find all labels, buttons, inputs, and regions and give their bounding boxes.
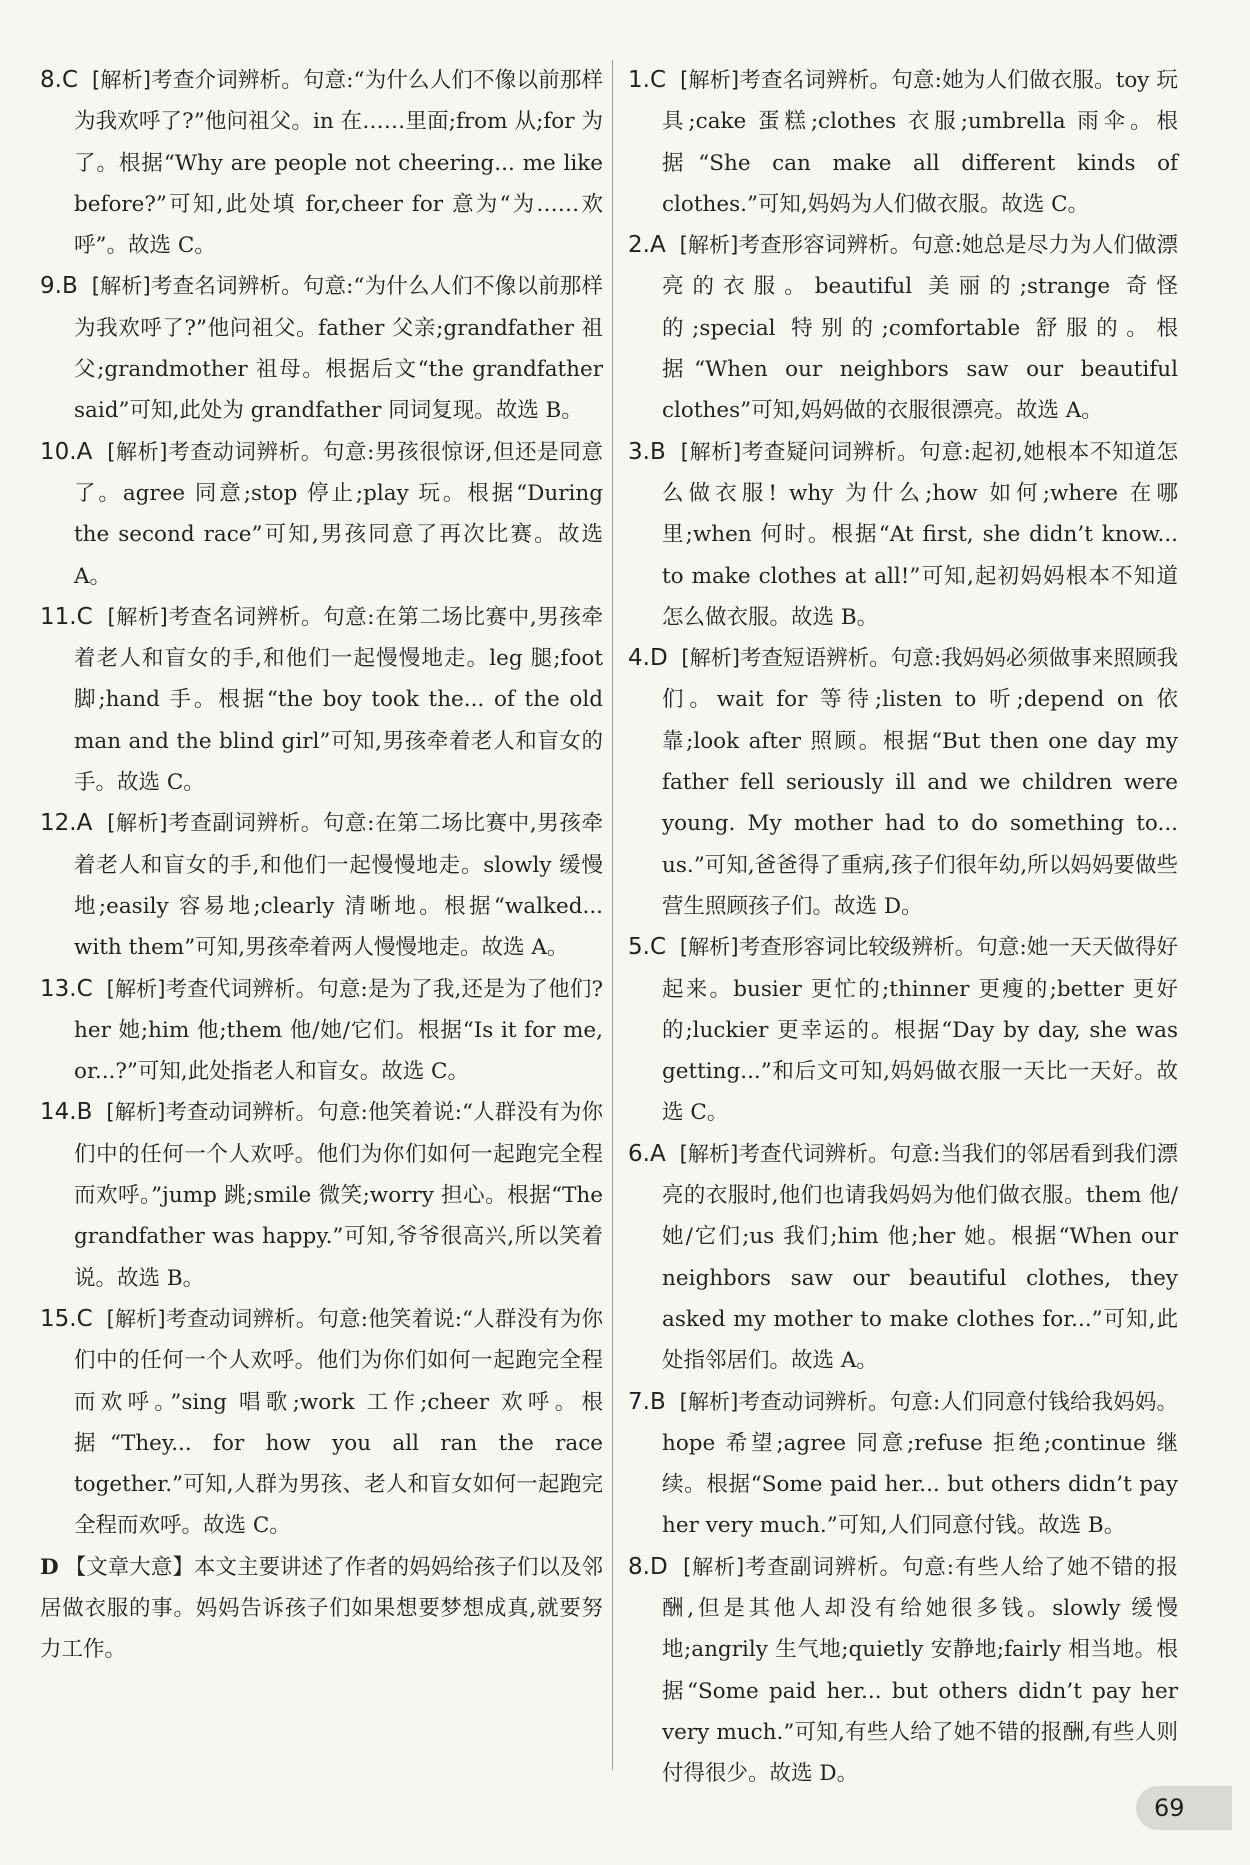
item-answer: D xyxy=(649,1553,668,1580)
item-answer: C xyxy=(61,67,79,93)
item-answer: C xyxy=(649,67,667,93)
analysis-tag: [解析] xyxy=(106,1306,166,1331)
analysis-tag: [解析] xyxy=(107,439,168,464)
item-number: 13. xyxy=(40,975,77,1002)
analysis-tag: [解析] xyxy=(107,604,168,629)
item-explanation: 考查名词辨析。句意:她为人们做衣服。toy 玩具;cake 蛋糕;clothes 衣服;umbrella 雨伞。根据“She can make all different kinds of clothes.”可知,妈妈为人们做衣服。故选 C。 xyxy=(662,68,1178,217)
page-number: 69 xyxy=(1136,1786,1232,1830)
item-explanation: 考查动词辨析。句意:人们同意付钱给我妈妈。hope 希望;agree 同意;refuse 拒绝;continue 继续。根据“Some paid her... but others didn’t pay her very much.”可知,人们同意付钱。故选 B。 xyxy=(662,1389,1179,1539)
item-answer: A xyxy=(649,232,666,259)
item-answer: A xyxy=(76,438,93,465)
answer-item xyxy=(40,266,603,431)
item-answer: B xyxy=(76,1099,93,1126)
item-explanation: 考查动词辨析。句意:男孩很惊讶,但还是同意了。agree 同意;stop 停止;play 玩。根据“During the second race”可知,男孩同意了再次比赛。故选 A。 xyxy=(74,439,603,589)
item-number: 9. xyxy=(40,273,62,300)
item-number: 8. xyxy=(628,1553,650,1580)
item-number: 1. xyxy=(628,67,650,93)
summary-text: 本文主要讲述了作者的妈妈给孩子们以及邻居做衣服的事。妈妈告诉孩子们如果想要梦想成真,就要努力工作。 xyxy=(40,1554,603,1663)
item-answer: C xyxy=(649,934,667,961)
item-answer: C xyxy=(76,1305,93,1332)
item-explanation: 考查短语辨析。句意:我妈妈必须做事来照顾我们。wait for 等待;listen to 听;depend on 依靠;look after 照顾。根据“But then one day my father fell seriously ill and we children were young. My mother had to do something to... us.”可知,爸爸得了重病,孩子们很年幼,所以妈妈要做些营生照顾孩子们。故选 D。 xyxy=(662,646,1179,919)
item-number: 3. xyxy=(628,438,650,465)
answer-item xyxy=(628,60,1178,225)
item-explanation: 考查动词辨析。句意:他笑着说:“人群没有为你们中的任何一个人欢呼。他们为你们如何一起跑完全程而欢呼。”sing 唱歌;work 工作;cheer 欢呼。根据“They... for how you all ran the race together.”可知,人群为男孩、老人和盲女如何一起跑完全程而欢呼。故选 C。 xyxy=(74,1306,604,1539)
answer-item xyxy=(628,1382,1178,1547)
item-explanation: 考查副词辨析。句意:在第二场比赛中,男孩牵着老人和盲女的手,和他们一起慢慢地走。slowly 缓慢地;easily 容易地;clearly 清晰地。根据“walked... with them”可知,男孩牵着两人慢慢地走。故选 A。 xyxy=(74,811,603,961)
item-answer: A xyxy=(649,1140,666,1167)
item-explanation: 考查形容词比较级辨析。句意:她一天天做得好起来。busier 更忙的;thinner 更瘦的;better 更好的;luckier 更幸运的。根据“Day by day, she was getting...”和后文可知,妈妈做衣服一天比一天好。故选 C。 xyxy=(662,935,1178,1126)
item-explanation: 考查形容词辨析。句意:她总是尽力为人们做漂亮的衣服。beautiful 美丽的;strange 奇怪的;special 特别的;comfortable 舒服的。根据“When our neighbors saw our beautiful clothes”可知,妈妈做的衣服很漂亮。故选 A。 xyxy=(662,233,1178,424)
answer-item xyxy=(40,432,603,597)
item-answer: D xyxy=(649,645,668,672)
item-number: 10. xyxy=(40,438,77,465)
item-explanation: 考查代词辨析。句意:是为了我,还是为了他们? her 她;him 他;them 他/她/它们。根据“Is it for me, or...?”可知,此处指老人和盲女。故选 C。 xyxy=(74,976,604,1085)
answer-item xyxy=(40,1092,603,1298)
analysis-tag: [解析] xyxy=(92,68,151,92)
article-summary xyxy=(40,1547,603,1671)
item-number: 11. xyxy=(40,603,77,630)
item-number: 14. xyxy=(40,1099,77,1126)
item-number: 2. xyxy=(628,232,650,259)
item-number: 6. xyxy=(628,1140,650,1167)
answer-item xyxy=(628,1547,1178,1795)
answer-item xyxy=(628,1134,1178,1382)
analysis-tag: [解析] xyxy=(91,274,151,299)
item-answer: B xyxy=(649,438,666,465)
answer-item xyxy=(628,432,1178,638)
analysis-tag: [解析] xyxy=(679,935,739,960)
answer-item xyxy=(628,638,1178,927)
analysis-tag: [解析] xyxy=(679,233,739,258)
item-explanation: 考查副词辨析。句意:有些人给了她不错的报酬,但是其他人却没有给她很多钱。slowly 缓慢地;angrily 生气地;quietly 安静地;fairly 相当地。根据“Some paid her... but others didn’t pay her very much.”可知,有些人给了她不错的报酬,有些人则付得很少。故选 D。 xyxy=(662,1554,1179,1787)
item-number: 5. xyxy=(628,934,650,961)
analysis-tag: [解析] xyxy=(680,439,742,464)
item-answer: C xyxy=(76,975,93,1002)
item-explanation: 考查代词辨析。句意:当我们的邻居看到我们漂亮的衣服时,他们也请我妈妈为他们做衣服。them 他/她/它们;us 我们;him 他;her 她。根据“When our neighbors saw our beautiful clothes, they asked my mother to make clothes for...”可知,此处指邻居们。故选 A。 xyxy=(662,1141,1178,1374)
item-explanation: 考查动词辨析。句意:他笑着说:“人群没有为你们中的任何一个人欢呼。他们为你们如何一起跑完全程而欢呼。”jump 跳;smile 微笑;worry 担心。根据“The grandfather was happy.”可知,爷爷很高兴,所以笑着说。故选 B。 xyxy=(74,1100,604,1291)
analysis-tag: [解析] xyxy=(679,1141,739,1166)
answer-item xyxy=(40,969,603,1093)
answer-item xyxy=(40,60,603,266)
item-explanation: 考查疑问词辨析。句意:起初,她根本不知道怎么做衣服! why 为什么;how 如何;where 在哪里;when 何时。根据“At first, she didn’t know... to make clothes at all!”可知,起初妈妈根本不知道怎么做衣服。故选 B。 xyxy=(662,439,1178,630)
answer-item xyxy=(40,1299,603,1547)
analysis-tag: [解析] xyxy=(681,646,740,671)
analysis-tag: [解析] xyxy=(107,811,168,836)
column-divider xyxy=(612,60,613,1770)
right-column xyxy=(628,60,1178,1794)
item-answer: C xyxy=(76,603,93,630)
summary-heading: 【文章大意】 xyxy=(64,1554,194,1580)
item-explanation: 考查名词辨析。句意:在第二场比赛中,男孩牵着老人和盲女的手,和他们一起慢慢地走。leg 腿;foot 脚;hand 手。根据“the boy took the... of the old man and the blind girl”可知,男孩牵着老人和盲女的手。故选 C。 xyxy=(74,604,603,796)
answer-item xyxy=(40,597,603,803)
answer-item xyxy=(628,927,1178,1133)
analysis-tag: [解析] xyxy=(680,68,740,92)
item-answer: B xyxy=(649,1388,666,1415)
item-number: 7. xyxy=(628,1388,650,1415)
item-answer: B xyxy=(61,273,78,300)
analysis-tag: [解析] xyxy=(106,1100,166,1125)
section-letter: D xyxy=(40,1554,59,1580)
item-number: 4. xyxy=(628,645,650,672)
analysis-tag: [解析] xyxy=(683,1554,745,1579)
item-answer: A xyxy=(76,810,93,837)
left-column xyxy=(40,60,603,1671)
item-number: 8. xyxy=(40,67,62,93)
item-number: 15. xyxy=(40,1305,77,1332)
analysis-tag: [解析] xyxy=(106,976,166,1001)
answer-item xyxy=(628,225,1178,431)
item-number: 12. xyxy=(40,810,77,837)
item-explanation: 考查介词辨析。句意:“为什么人们不像以前那样为我欢呼了?”他问祖父。in 在……里面;from 从;for 为了。根据“Why are people not cheering... me like before?”可知,此处填 for,cheer for 意为“为……欢呼”。故选 C。 xyxy=(74,68,603,259)
answer-item xyxy=(40,803,603,968)
item-explanation: 考查名词辨析。句意:“为什么人们不像以前那样为我欢呼了?”他问祖父。father 父亲;grandfather 祖父;grandmother 祖母。根据后文“the grandfather said”可知,此处为 grandfather 同词复现。故选 B。 xyxy=(74,274,604,424)
analysis-tag: [解析] xyxy=(679,1389,739,1414)
